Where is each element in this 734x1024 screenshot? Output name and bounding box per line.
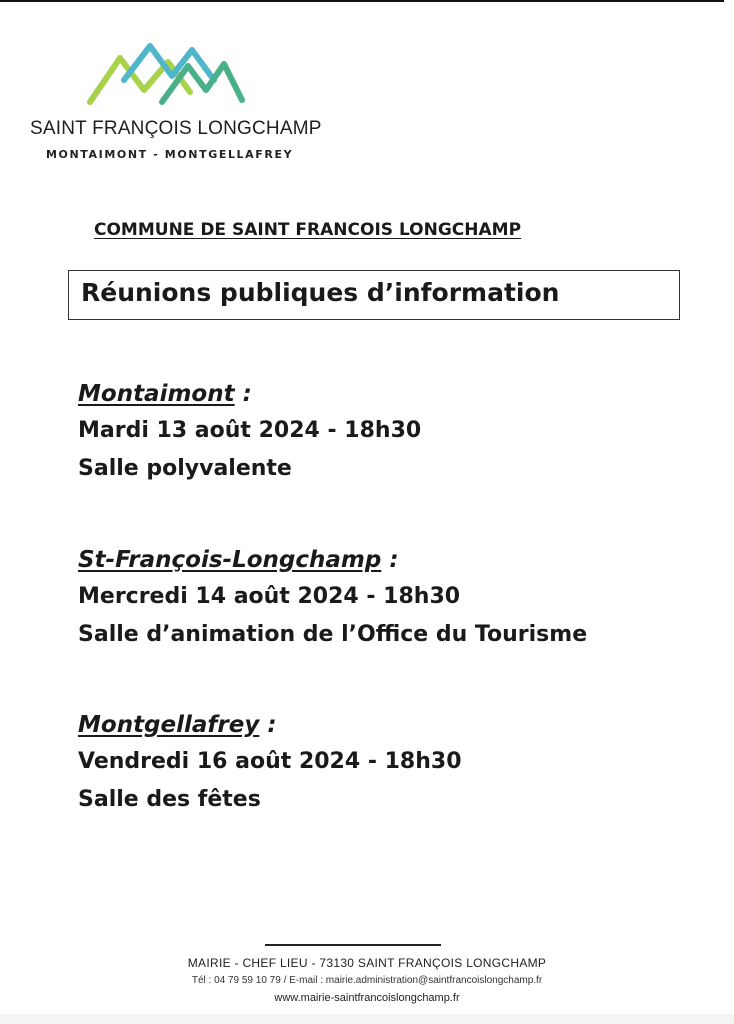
session-place [78,708,462,742]
session-venue: Salle polyvalente [78,456,292,481]
place-suffix: : [234,381,252,407]
brand-name: SAINT FRANÇOIS LONGCHAMP [30,118,322,139]
session-date: Mercredi 14 août 2024 - 18h30 [78,584,461,609]
session-place [78,543,587,577]
session-venue: Salle des fêtes [78,787,261,812]
top-border-line [0,0,724,2]
session-place [78,377,421,411]
commune-title: COMMUNE DE SAINT FRANCOIS LONGCHAMP [94,220,522,240]
footer-website: www.mairie-saintfrancoislongchamp.fr [274,992,460,1004]
session-venue: Salle d’animation de l’Office du Tourisme [78,622,588,647]
bottom-edge [0,1014,734,1024]
mountain-logo-icon [84,40,246,108]
session-st-francois-longchamp [78,543,587,653]
session-montaimont [78,377,421,487]
meeting-title-box [68,270,680,320]
place-suffix: : [259,712,277,738]
meeting-title: Réunions publiques d’information [81,278,560,307]
footer-divider [265,944,441,946]
place-name: St-François-Longchamp [78,547,382,573]
brand-subtitle: MONTAIMONT - MONTGELLAFREY [46,148,294,161]
place-name: Montgellafrey [78,712,260,738]
session-montgellafrey [78,708,462,818]
place-name: Montaimont [78,381,235,407]
session-date: Mardi 13 août 2024 - 18h30 [78,418,422,443]
place-suffix: : [381,547,399,573]
footer-contact: Tél : 04 79 59 10 79 / E-mail : mairie.administration@saintfrancoislongchamp.fr [191,975,543,986]
footer-address: MAIRIE - CHEF LIEU - 73130 SAINT FRANÇOIS LONGCHAMP [187,956,547,970]
session-date: Vendredi 16 août 2024 - 18h30 [78,749,462,774]
